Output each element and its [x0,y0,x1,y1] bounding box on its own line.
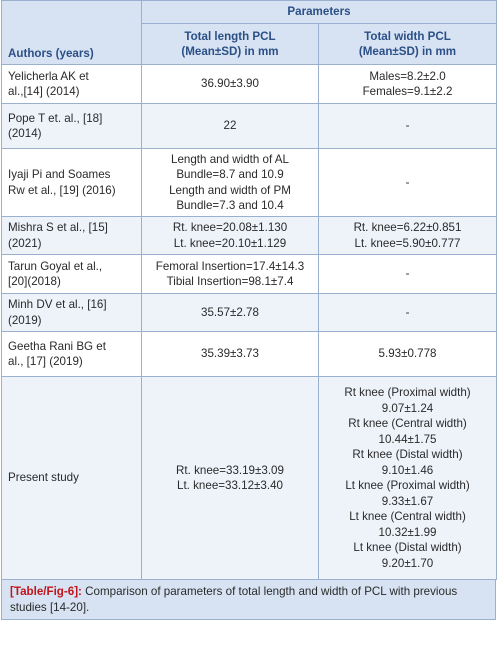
width-value: Rt knee (Central width) [348,417,467,430]
width-value: 9.10±1.46 [381,463,434,477]
length-value: Bundle=7.3 and 10.4 [176,199,284,212]
width-cell [319,217,497,255]
table-row [2,104,497,149]
author-line: Pope T et. al., [18] [8,111,103,125]
author-line: Rw et al., [19] (2016) [8,183,116,197]
width-value: - [405,175,410,189]
length-cell [142,217,319,255]
table-caption [1,580,496,620]
author-line: Mishra S et al., [15] [8,221,108,234]
width-value: Lt knee (Central width) [349,510,466,523]
width-value: Females=9.1±2.2 [362,85,453,98]
length-value: 35.57±2.78 [201,305,259,319]
table-row [2,149,497,217]
width-cell [319,377,497,580]
length-cell [142,104,319,149]
width-value: Rt. knee=6.22±0.851 [353,221,462,234]
author-cell [2,377,142,580]
length-value: Lt. knee=33.12±3.40 [177,479,283,492]
width-value: 10.44±1.75 [378,432,437,446]
length-value: Tibial Insertion=98.1±7.4 [166,275,294,288]
table-row [2,294,497,332]
width-value: 9.20±1.70 [381,556,434,570]
table-row [2,65,497,104]
author-line: Yelicherla AK et [8,69,89,83]
authors-header: Authors (years) [2,1,142,65]
author-cell [2,217,142,255]
width-value: Males=8.2±2.0 [369,69,446,83]
author-line: (2019) [8,313,42,327]
author-cell [2,149,142,217]
width-cell [319,255,497,294]
author-line: Minh DV et al., [16] [8,298,107,311]
width-value: - [405,267,410,281]
width-value: Lt knee (Distal width) [353,541,462,554]
width-value: Rt knee (Distal width) [352,448,463,461]
author-line: Iyaji Pi and Soames [8,168,111,181]
length-value: Bundle=8.7 and 10.9 [176,168,284,181]
width-value: - [405,119,410,133]
length-cell [142,294,319,332]
width-cell [319,104,497,149]
table-row [2,217,497,255]
width-value: 10.32±1.99 [378,525,437,539]
author-line: Geetha Rani BG et [8,339,106,353]
author-line: (2014) [8,127,42,140]
width-cell [319,332,497,377]
length-value: Length and width of PM [169,183,291,197]
width-header-line: (Mean±SD) in mm [358,45,457,58]
author-line: (2021) [8,236,42,250]
table-row [2,332,497,377]
author-line: [20](2018) [8,275,61,288]
width-value: Lt knee (Proximal width) [345,479,470,492]
pcl-comparison-table [1,0,497,580]
length-header [142,24,319,65]
length-cell [142,332,319,377]
author-cell [2,255,142,294]
author-cell [2,332,142,377]
author-line: al.,[14] (2014) [8,85,80,98]
length-cell [142,149,319,217]
parameters-header: Parameters [142,1,497,24]
width-cell [319,65,497,104]
length-header-line: Total length PCL [184,29,276,43]
length-value: 22 [223,119,237,133]
length-value: Rt. knee=20.08±1.130 [172,221,288,234]
width-value: 5.93±0.778 [378,347,437,361]
width-header [319,24,497,65]
length-value: 35.39±3.73 [201,347,259,361]
caption-text: Comparison of parameters of total length and width of PCL with previous studies [14-20]. [10,585,458,614]
table-figure [1,0,496,620]
author-line: Tarun Goyal et al., [8,259,103,273]
width-value: 9.33±1.67 [381,494,434,508]
width-value: Lt. knee=5.90±0.777 [354,236,461,250]
author-line: al., [17] (2019) [8,355,83,368]
caption-reference: [Table/Fig-6]: [10,585,82,598]
table-row [2,377,497,580]
author-cell [2,65,142,104]
width-value: 9.07±1.24 [381,401,434,415]
table-row [2,255,497,294]
length-cell [142,377,319,580]
length-value: 36.90±3.90 [201,77,259,91]
width-cell [319,149,497,217]
length-value: Length and width of AL [171,152,289,166]
length-value: Lt. knee=20.10±1.129 [173,236,287,250]
width-cell [319,294,497,332]
length-value: Femoral Insertion=17.4±14.3 [155,259,305,273]
width-header-line: Total width PCL [364,29,451,43]
length-cell [142,65,319,104]
width-value: - [405,305,410,319]
width-value: Rt knee (Proximal width) [344,386,471,399]
length-cell [142,255,319,294]
length-header-line: (Mean±SD) in mm [181,45,279,58]
header-row-top [2,1,497,24]
author-line: Present study [8,471,79,485]
author-cell [2,294,142,332]
author-cell [2,104,142,149]
length-value: Rt. knee=33.19±3.09 [176,463,284,477]
